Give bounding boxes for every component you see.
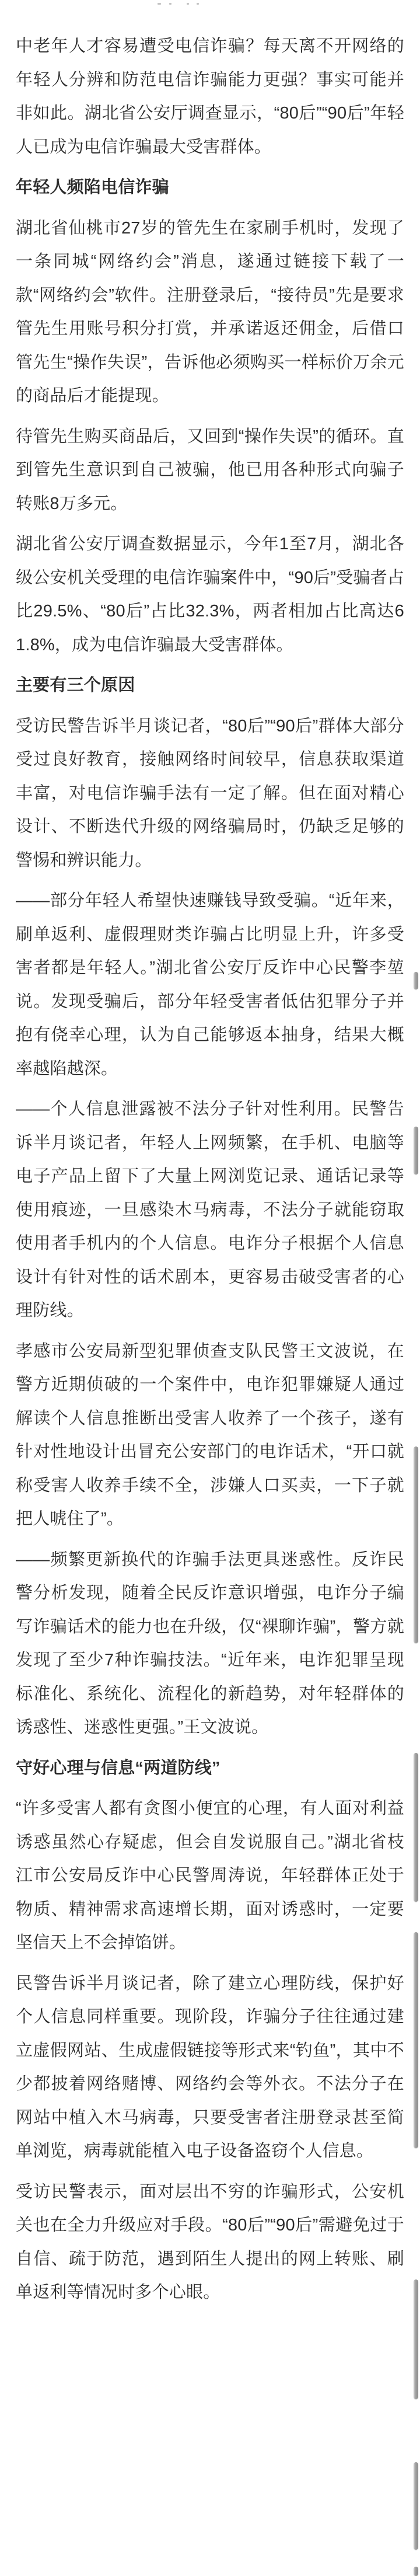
cutoff-text-remnant-mark (187, 3, 189, 5)
scrollbar-thumb[interactable] (414, 1932, 418, 2148)
scrollbar-thumb[interactable] (414, 2462, 418, 2550)
paragraph: 孝感市公安局新型犯罪侦查支队民警王文波说，在警方近期侦破的一个案件中，电诈犯罪嫌疑人通过解读个人信息推断出受害人收养了一个孩子，遂有针对性地设计出冒充公安部门的电诈话术，“开口就称受害人收养手续不全，涉嫌人口买卖，一下子就把人唬住了”。 (16, 1341, 404, 1528)
section-heading: 守好心理与信息“两道防线” (16, 1758, 220, 1777)
paragraph: 湖北省公安厅调查数据显示，今年1至7月，湖北各级公安机关受理的电信诈骗案件中，“90后”受骗者占比29.5%、“80后”占比32.3%，两者相加占比高达61.8%，成为电信诈骗最大受害群体。 (16, 535, 404, 654)
cutoff-text-remnant-mark (169, 3, 172, 5)
section-heading: 年轻人频陷电信诈骗 (16, 178, 169, 197)
paragraph: ——频繁更新换代的诈骗手法更具迷惑性。反诈民警分析发现，随着全民反诈意识增强，电诈分子编写诈骗话术的能力也在升级，仅“裸聊诈骗”，警方就发现了至少7种诈骗技法。“近年来，电诈犯罪呈现标准化、系统化、流程化的新趋势，对年轻群体的诱惑性、迷惑性更强。”王文波说。 (16, 1550, 404, 1737)
cutoff-text-remnant-mark (158, 3, 161, 5)
scrollbar-thumb[interactable] (414, 972, 418, 989)
paragraph: ——部分年轻人希望快速赚钱导致受骗。“近年来，刷单返利、虚假理财类诈骗占比明显上升，许多受害者都是年轻人。”湖北省公安厅反诈中心民警李堃说。发现受骗后，部分年轻受害者低估犯罪分子并抱有侥幸心理，认为自己能够返本抽身，结果大概率越陷越深。 (16, 891, 404, 1078)
section-heading: 主要有三个原因 (16, 676, 135, 695)
scrollbar-thumb[interactable] (414, 1753, 418, 1902)
paragraph: 待管先生购买商品后，又回到“操作失误”的循环。直到管先生意识到自己被骗，他已用各种形式向骗子转账8万多元。 (16, 427, 404, 513)
paragraph: “许多受害人都有贪图小便宜的心理，有人面对利益诱惑虽然心存疑虑，但会自发说服自己。”湖北省枝江市公安局反诈中心民警周涛说，年轻群体正处于物质、精神需求高速增长期，面对诱惑时，一定要坚信天上不会掉馅饼。 (16, 1799, 404, 1952)
cutoff-text-remnant-mark (197, 3, 199, 5)
scrollbar-thumb[interactable] (414, 2279, 418, 2399)
paragraph: 湖北省仙桃市27岁的管先生在家刷手机时，发现了一条同城“网络约会”消息，遂通过链接下载了一款“网络约会”软件。注册登录后，“接待员”先是要求管先生用账号积分打赏，并承诺返还佣金，后借口管先生“操作失误”，告诉他必须购买一样标价万余元的商品后才能提现。 (16, 218, 404, 405)
scrollbar-thumb[interactable] (414, 1446, 418, 1643)
paragraph: 民警告诉半月谈记者，除了建立心理防线，保护好个人信息同样重要。现阶段，诈骗分子往往通过建立虚假网站、生成虚假链接等形式来“钓鱼”，其中不少都披着网络赌博、网络约会等外衣。不法分子在网站中植入木马病毒，只要受害者注册登录甚至简单浏览，病毒就能植入电子设备盗窃个人信息。 (16, 1974, 404, 2160)
paragraph: 中老年人才容易遭受电信诈骗？每天离不开网络的年轻人分辨和防范电信诈骗能力更强？事实可能并非如此。湖北省公安厅调查显示，“80后”“90后”年轻人已成为电信诈骗最大受害群体。 (16, 37, 404, 156)
paragraph: ——个人信息泄露被不法分子针对性利用。民警告诉半月谈记者，年轻人上网频繁，在手机、电脑等电子产品上留下了大量上网浏览记录、通话记录等使用痕迹，一旦感染木马病毒，不法分子就能窃取使用者手机内的个人信息。电诈分子根据个人信息设计有针对性的话术剧本，更容易击破受害者的心理防线。 (16, 1100, 404, 1320)
scrollbar-thumb[interactable] (414, 2567, 418, 2576)
paragraph: 受访民警告诉半月谈记者，“80后”“90后”群体大部分受过良好教育，接触网络时间较早，信息获取渠道丰富，对电信诈骗手法有一定了解。但在面对精心设计、不断迭代升级的网络骗局时，仍缺乏足够的警惕和辨识能力。 (16, 716, 404, 870)
scrollbar-thumb[interactable] (414, 1127, 418, 1174)
paragraph: 受访民警表示，面对层出不穷的诈骗形式，公安机关也在全力升级应对手段。“80后”“90后”需避免过于自信、疏于防范，遇到陌生人提出的网上转账、刷单返利等情况时多个心眼。 (16, 2182, 404, 2302)
